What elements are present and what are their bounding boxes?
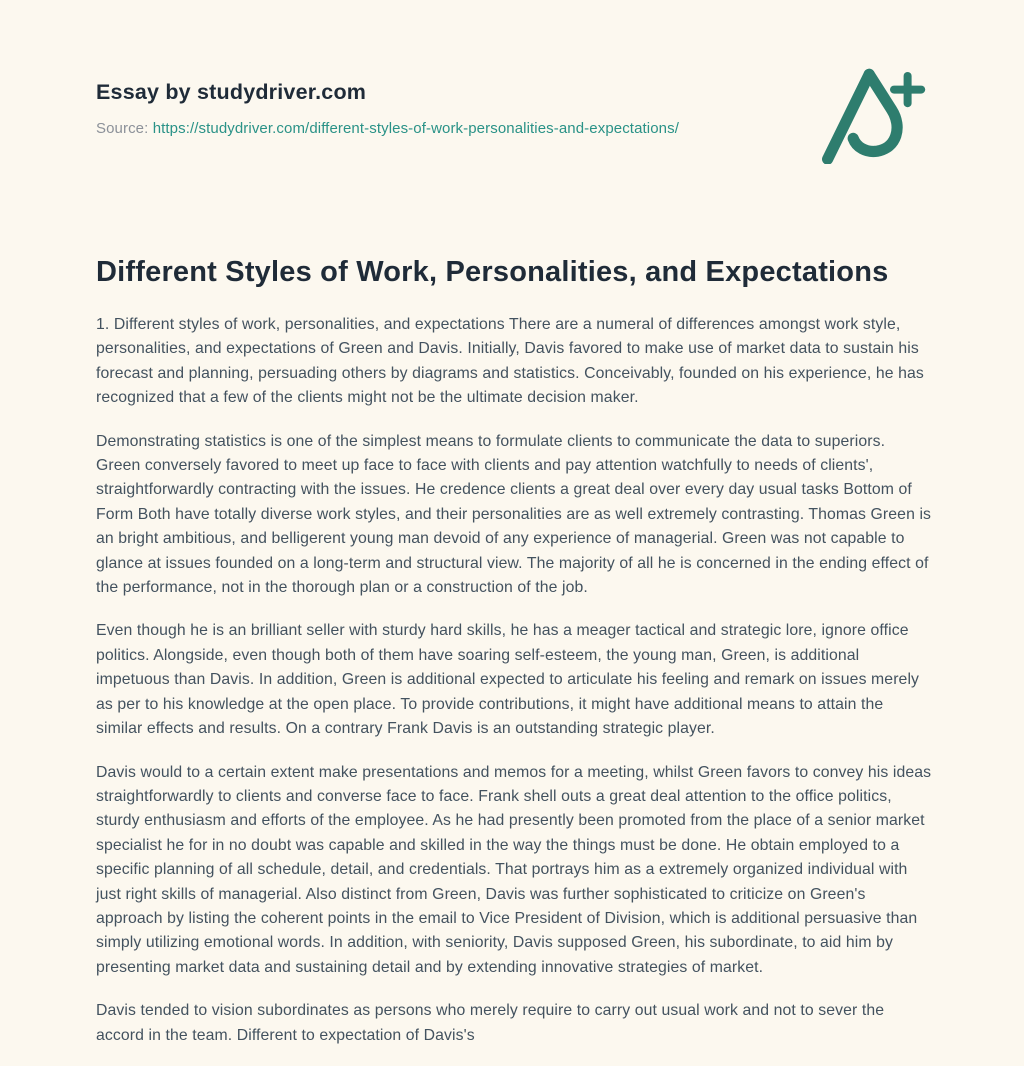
- page-header: [96, 68, 932, 164]
- article-paragraph: Even though he is an brilliant seller with sturdy hard skills, he has a meager tactical and strategic lore, ignore office politics. Alongside, even though both of them have soaring self-esteem, the young man, Green, is additional impetuous than Davis. In addition, Green is additional expected to articulate his feeling and remark on issues merely as per to his knowledge at the open place. To provide contributions, it might have additional means to attain the similar effects and results. On a contrary Frank Davis is an outstanding strategic player.: [96, 622, 920, 738]
- essay-content: [96, 256, 932, 1048]
- source-line: [96, 120, 679, 137]
- header-text-block: [96, 68, 679, 137]
- essay-byline: Essay by studydriver.com: [96, 80, 367, 104]
- article-paragraph: Davis tended to vision subordinates as persons who merely require to carry out usual work and not to sever the accord in the team. Different to expectation of Davis's: [96, 1002, 885, 1044]
- article-paragraph: 1. Different styles of work, personalities, and expectations There are a numeral of differences amongst work style, personalities, and expectations of Green and Davis. Initially, Davis favored to make use of market data to sustain his forecast and planning, persuading others by diagrams and statistics. Conceivably, founded on his experience, he has recognized that a few of the clients might not be the ultimate decision maker.: [96, 316, 924, 407]
- article-paragraph: Davis would to a certain extent make presentations and memos for a meeting, whilst Green favors to convey his ideas straightforwardly to clients and converse face to face. Frank shell outs a great deal attention to the office politics, sturdy enthusiasm and efforts of the employee. As he had presently been promoted from the place of a senior market specialist he for in no doubt was capable and skilled in the way the things must be done. He obtain employed to a specific planning of all schedule, detail, and credentials. That portrays him as a extremely organized individual with just right skills of managerial. Also distinct from Green, Davis was further sophisticated to criticize on Green's approach by listing the coherent points in the email to Vice President of Division, which is additional persuasive than simply utilizing emotional words. In addition, with seniority, Davis supposed Green, his subordinate, to aid him by presenting market data and sustaining detail and by extending innovative strategies of market.: [96, 763, 932, 976]
- article-paragraphs: [96, 313, 932, 1048]
- article-paragraph: Demonstrating statistics is one of the simplest means to formulate clients to communicate the data to superiors. Green conversely favored to meet up face to face with clients and pay attention watchfully to needs of clients', straightforwardly contracting with the issues. He credence clients a great deal over every day usual tasks Bottom of Form Both have totally diverse work styles, and their personalities are as well extremely contrasting. Thomas Green is an bright ambitious, and belligerent young man devoid of any experience of managerial. Green was not capable to glance at issues founded on a long-term and structural view. The majority of all he is concerned in the ending effect of the performance, not in the thorough plan or a construction of the job.: [96, 432, 932, 597]
- studydriver-logo: [818, 68, 930, 164]
- essay-title: Different Styles of Work, Personalities, and Expectations: [96, 256, 889, 288]
- source-url-link[interactable]: https://studydriver.com/different-styles-of-work-personalities-and-expectations/: [152, 120, 679, 137]
- source-label: Source:: [96, 120, 149, 137]
- studydriver-logo-icon: [818, 68, 930, 164]
